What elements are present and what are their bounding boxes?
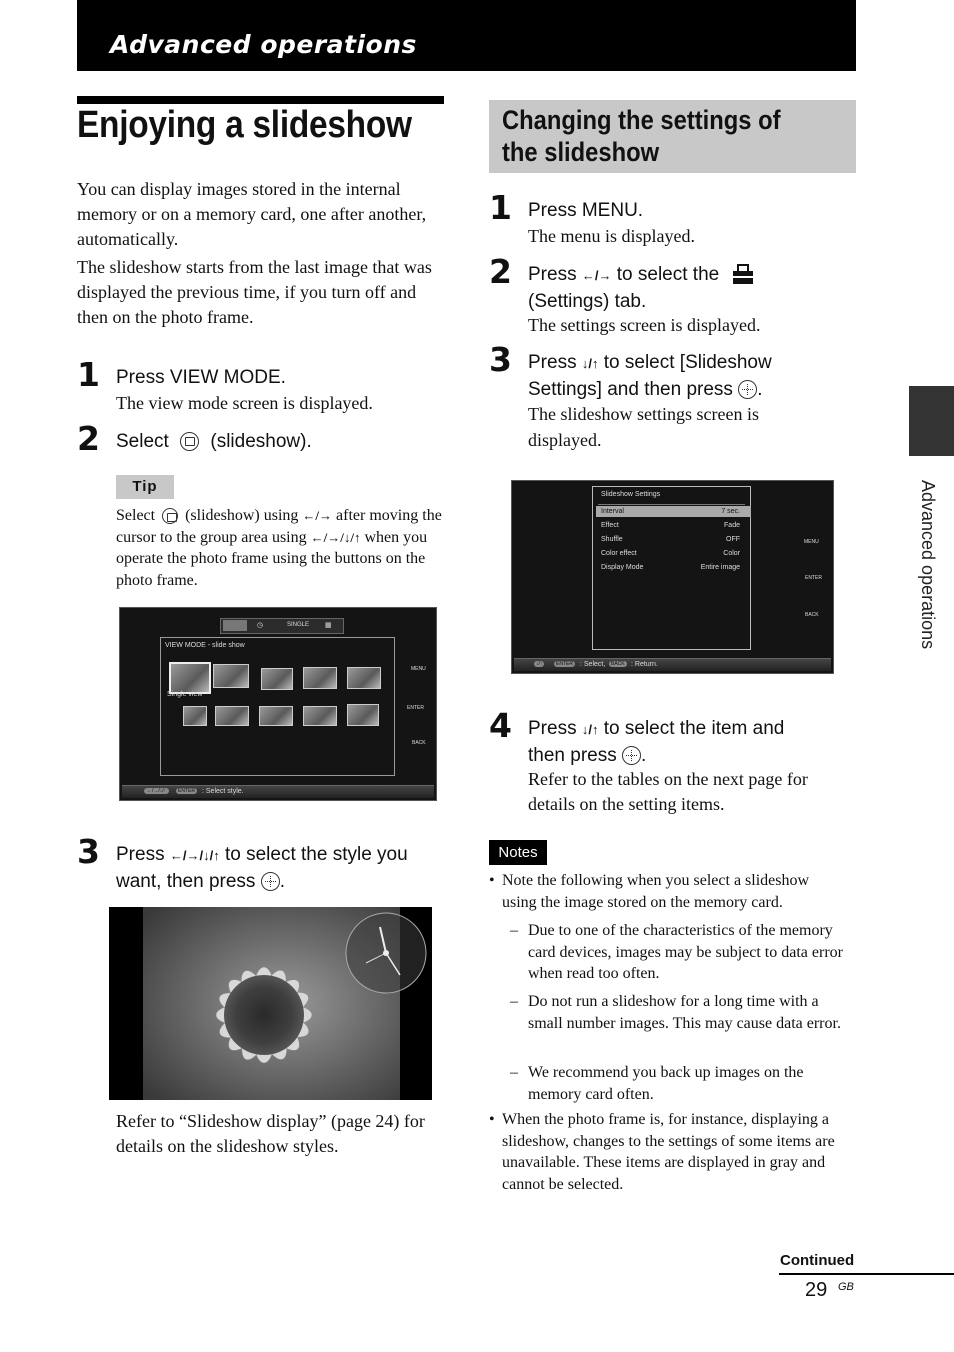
enter-button-label: ENTER — [407, 705, 424, 711]
status-bar-text: : Select style. — [202, 788, 244, 795]
back-key-label: BACK — [611, 661, 625, 667]
thumbnail — [213, 664, 249, 688]
step-result: The menu is displayed. — [528, 226, 695, 246]
thumbnail — [259, 706, 293, 726]
slideshow-icon — [162, 508, 178, 524]
intro-paragraph-2: The slideshow starts from the last image that was displayed the previous time, if you turn off and then on the photo frame. — [77, 257, 432, 327]
subsection-title: Changing the settings of the slideshow — [502, 105, 781, 167]
step-text-part: Settings] and then press — [528, 379, 733, 400]
arrow-keys-icon: ↓/↑ — [581, 722, 599, 737]
setting-label: Interval — [601, 508, 624, 515]
step-text-part: to select the style you want, then press — [116, 844, 408, 892]
arrow-keys-icon: ←/→ — [581, 268, 612, 283]
tip-text-part: Select — [116, 507, 156, 524]
step-text: Press VIEW MODE. — [116, 367, 286, 388]
thumbnail — [261, 668, 293, 690]
sunflower-image — [109, 907, 432, 1100]
thumbnail — [347, 704, 379, 726]
step-result: Refer to the tables on the next page for details on the setting items. — [528, 769, 808, 814]
note-item: When the photo frame is, for instance, displaying a slideshow, changes to the settings of some items are unavailable. These items are displayed in gray and cannot be selected. — [502, 1111, 835, 1193]
enter-key-label: ENTER — [556, 661, 573, 667]
step-text-part: Press — [116, 844, 165, 865]
step-text-part: then press — [528, 745, 617, 766]
step-text-part: to select the — [616, 264, 720, 285]
step-result: The settings screen is displayed. — [528, 315, 761, 335]
note-subitem: Do not run a slideshow for a long time with a small number images. This may cause data error. — [528, 993, 841, 1032]
step-text — [528, 350, 848, 403]
menu-button-label: MENU — [411, 666, 426, 672]
setting-value: Entire image — [700, 564, 740, 571]
tip-text — [116, 505, 446, 591]
settings-panel — [592, 486, 751, 650]
arrow-keys-icon: ←/→/↓/↑ — [144, 788, 169, 794]
side-section-label: Advanced operations — [918, 480, 938, 650]
screen-status-bar — [122, 785, 434, 798]
enter-button-icon — [622, 746, 641, 765]
tip-label: Tip — [116, 475, 174, 499]
slideshow-tab — [223, 620, 247, 631]
enter-button-icon — [261, 872, 280, 891]
tip-text-part: when you operate the photo frame using the buttons on the photo frame. — [116, 528, 428, 589]
setting-value: Color — [723, 550, 740, 557]
note-item: Note the following when you select a slideshow using the image stored on the memory card. — [502, 872, 810, 911]
intro-paragraph-1: You can display images stored in the internal memory or on a memory card, one after another, automatically. — [77, 179, 427, 249]
arrow-keys-icon: ↓/↑ — [581, 356, 599, 371]
setting-label: Color effect — [601, 550, 637, 557]
step-text — [528, 716, 848, 769]
thumbnail — [303, 667, 337, 689]
dash: – — [510, 1064, 518, 1081]
clock-face — [346, 913, 426, 993]
clock-icon: ◷ — [257, 622, 264, 629]
single-view-label: Single view — [167, 691, 203, 698]
step-number: 3 — [489, 340, 512, 379]
setting-label: Shuffle — [601, 536, 623, 543]
section-header-title: Advanced operations — [110, 30, 417, 59]
step-result: The slideshow settings screen is displayed. — [528, 404, 759, 450]
enter-button-label: ENTER — [805, 575, 822, 581]
settings-panel-title: Slideshow Settings — [601, 491, 661, 498]
page-region-code: GB — [838, 1281, 854, 1293]
slideshow-photo — [109, 907, 432, 1100]
step-number: 1 — [77, 355, 100, 394]
thumbnail — [347, 667, 381, 689]
step-number: 2 — [77, 419, 100, 458]
continued-label: Continued — [780, 1252, 855, 1269]
thumbnail — [303, 706, 337, 726]
settings-tab-icon — [731, 263, 755, 285]
dash: – — [510, 922, 518, 939]
step-result: The view mode screen is displayed. — [116, 393, 373, 413]
setting-value: OFF — [726, 536, 740, 543]
slideshow-settings-screenshot — [511, 480, 834, 674]
panel-divider — [598, 504, 745, 505]
status-bar-text: : Select, — [580, 661, 606, 668]
bullet: • — [489, 872, 495, 889]
setting-label: Display Mode — [601, 564, 644, 571]
title-rule — [77, 96, 444, 104]
tip-text-part: after moving the cursor to the group area using — [116, 507, 442, 546]
tip-text-part: (slideshow) using — [185, 507, 299, 524]
back-button-label: BACK — [412, 740, 426, 746]
thumbnail — [215, 706, 249, 726]
step-number: 2 — [489, 252, 512, 291]
step-text-part: . — [757, 379, 763, 400]
step-text: Press MENU. — [528, 200, 644, 221]
enter-key-label: ENTER — [178, 788, 195, 794]
setting-label: Effect — [601, 522, 619, 529]
index-icon: ▦ — [325, 622, 332, 629]
step-text — [116, 842, 446, 895]
refer-text: Refer to “Slideshow display” (page 24) for details on the slideshow styles. — [116, 1111, 425, 1156]
enter-button-icon — [738, 380, 757, 399]
view-mode-screenshot — [119, 607, 437, 801]
thumbnail — [169, 662, 211, 694]
note-subitem: Due to one of the characteristics of the memory card devices, images may be subject to data error when read too often. — [528, 922, 843, 982]
view-mode-panel — [160, 637, 395, 776]
note-subitem: We recommend you back up images on the memory card often. — [528, 1064, 804, 1103]
thumbnail — [183, 706, 207, 726]
screen-status-bar — [514, 658, 831, 671]
back-button-label: BACK — [805, 612, 819, 618]
panel-title: VIEW MODE - slide show — [165, 642, 245, 649]
bullet: • — [489, 1111, 495, 1128]
step-text-part: . — [279, 871, 285, 892]
step-text-part: to select [Slideshow — [603, 352, 772, 373]
step-text-part: to select the item and — [603, 718, 785, 739]
setting-value: 7 sec. — [721, 508, 740, 515]
arrow-keys-icon: ←/→/↓/↑ — [310, 529, 361, 545]
step-text — [116, 429, 312, 455]
page-number: 29 — [805, 1279, 828, 1301]
menu-button-label: MENU — [804, 539, 819, 545]
page-title: Enjoying a slideshow — [77, 104, 412, 146]
arrow-keys-icon: ↓/↑ — [536, 661, 543, 667]
step-text-part: Select — [116, 431, 169, 452]
step-text-part: . — [641, 745, 647, 766]
step-text-part: Press — [528, 264, 577, 285]
footer-rule — [779, 1273, 954, 1275]
tab-single: SINGLE — [287, 622, 310, 628]
step-number: 3 — [77, 832, 100, 871]
setting-value: Fade — [724, 522, 740, 529]
step-text-part: Press — [528, 718, 577, 739]
step-number: 1 — [489, 188, 512, 227]
dash: – — [510, 993, 518, 1010]
status-bar-text: : Return. — [631, 661, 658, 668]
view-mode-tab-bar — [220, 618, 344, 634]
side-thumb-tab — [909, 386, 954, 456]
step-text — [528, 262, 848, 315]
step-text-part: (Settings) tab. — [528, 291, 647, 312]
notes-label: Notes — [489, 840, 547, 865]
slideshow-icon — [180, 432, 199, 451]
arrow-keys-icon: ←/→ — [302, 508, 333, 523]
step-text-part: Press — [528, 352, 577, 373]
arrow-keys-icon: ←/→/↓/↑ — [169, 848, 220, 863]
step-number: 4 — [489, 706, 512, 745]
step-text-part: (slideshow). — [210, 431, 312, 452]
